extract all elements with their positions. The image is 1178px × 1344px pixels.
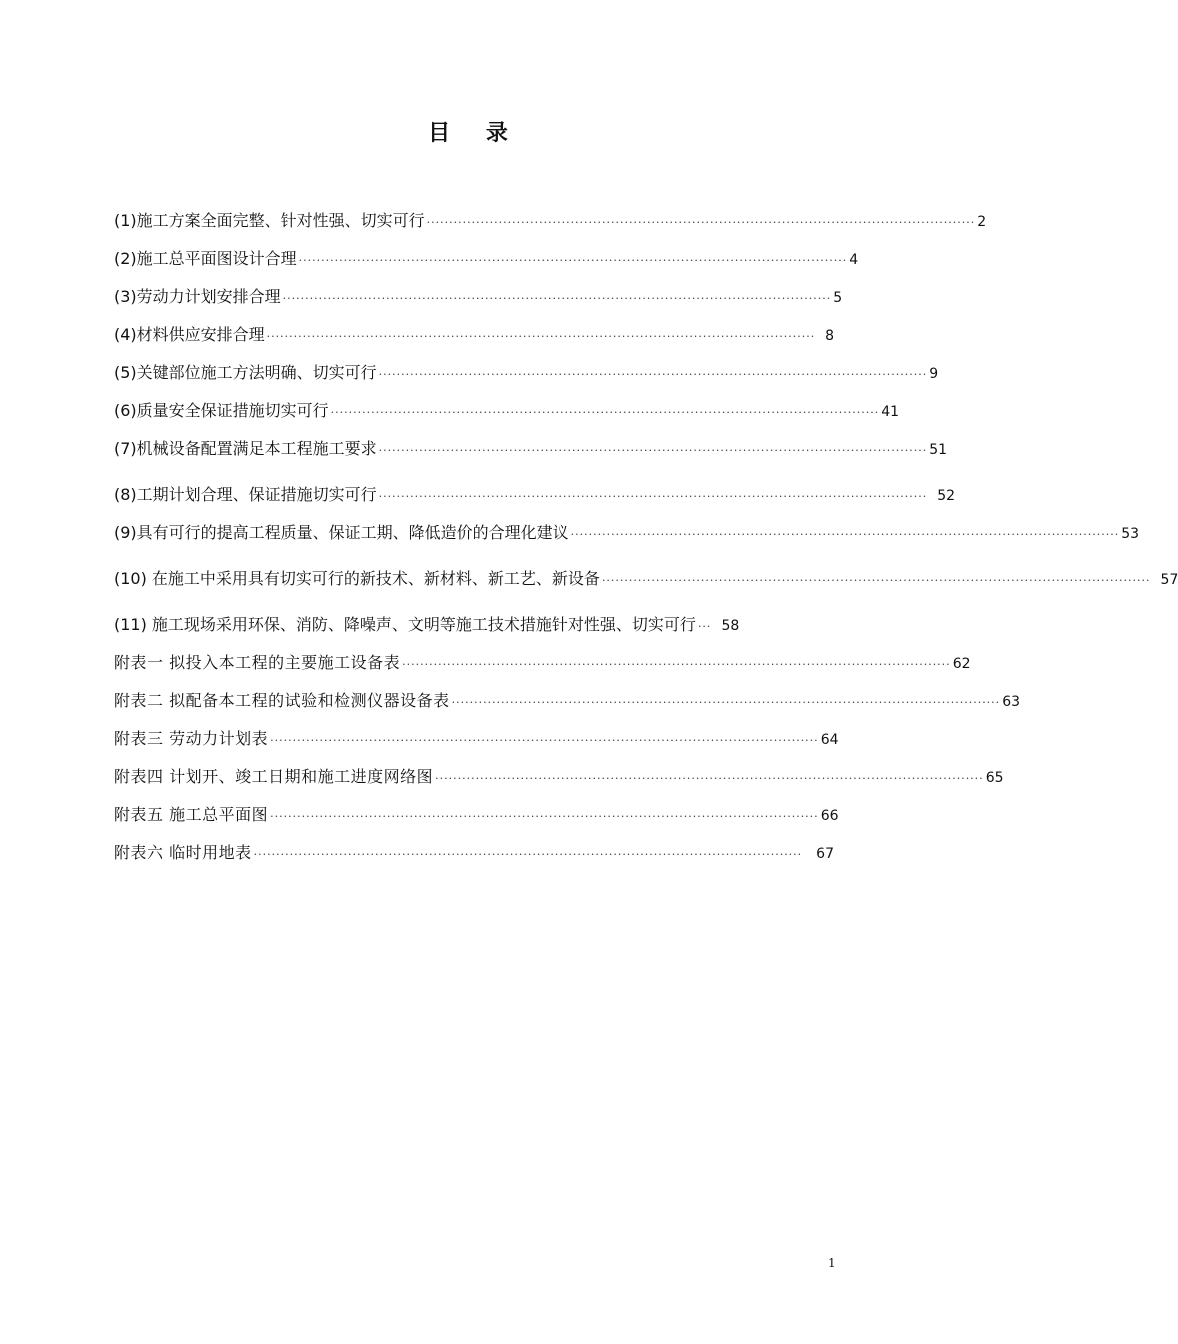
toc-leader: ·························································································································· <box>451 696 1001 709</box>
toc-entry-label: 附表五 施工总平面图 <box>114 805 269 824</box>
toc-leader: ·························································································································· <box>270 810 819 823</box>
toc-leader: ·························································································································· <box>601 574 1151 587</box>
toc-entry-label: (8)工期计划合理、保证措施切实可行 <box>114 485 377 504</box>
toc-leader: ·························································································································· <box>253 848 803 861</box>
toc-entry[interactable] <box>114 438 948 460</box>
toc-entry[interactable] <box>114 766 1004 788</box>
toc-leader: ·························································································································· <box>378 368 928 381</box>
toc-leader: ·························································································································· <box>402 658 951 671</box>
page-number: 1 <box>828 1256 836 1270</box>
toc-entry[interactable] <box>114 522 1140 544</box>
toc-entry-label: (5)关键部位施工方法明确、切实可行 <box>114 363 377 382</box>
toc-entry-label: (11) 施工现场采用环保、消防、降噪声、文明等施工技术措施针对性强、切实可行 <box>114 615 696 634</box>
toc-leader: ··· <box>697 620 712 633</box>
toc-entry-page: 66 <box>820 808 839 824</box>
toc-entry-page: 8 <box>825 328 834 344</box>
toc-entry-page: 4 <box>849 252 859 268</box>
toc-entry[interactable] <box>114 560 1178 592</box>
toc-entry-label: (3)劳动力计划安排合理 <box>114 287 281 306</box>
toc-entry-page: 67 <box>816 846 834 862</box>
toc-entry[interactable] <box>114 690 1021 712</box>
toc-entry-page: 57 <box>1160 572 1178 588</box>
toc-entry-page: 62 <box>952 656 971 672</box>
toc-entry-label: (1)施工方案全面完整、针对性强、切实可行 <box>114 211 425 230</box>
toc-leader: ·························································································································· <box>570 528 1120 541</box>
toc-entry-label: (7)机械设备配置满足本工程施工要求 <box>114 439 377 458</box>
toc-entry[interactable] <box>114 400 900 422</box>
toc-entry[interactable] <box>114 286 843 308</box>
toc-entry[interactable] <box>114 324 834 346</box>
toc-entry[interactable] <box>114 652 971 674</box>
toc-entry-label: (6)质量安全保证措施切实可行 <box>114 401 329 420</box>
toc-entry-page: 58 <box>721 618 740 634</box>
toc-entry-page: 52 <box>937 488 956 504</box>
toc-leader: ·························································································································· <box>282 292 832 305</box>
toc-leader: ·························································································································· <box>378 490 928 503</box>
toc-entry[interactable] <box>114 606 834 638</box>
toc-entry-label: 附表四 计划开、竣工日期和施工进度网络图 <box>114 767 434 786</box>
toc-leader: ·························································································································· <box>266 330 816 343</box>
toc-entry-label: 附表一 拟投入本工程的主要施工设备表 <box>114 653 401 672</box>
toc-entry-page: 64 <box>820 732 839 748</box>
toc-entry-label: (10) 在施工中采用具有切实可行的新技术、新材料、新工艺、新设备 <box>114 569 600 588</box>
toc-entry-page: 5 <box>833 290 843 306</box>
toc-entry[interactable] <box>114 476 956 508</box>
toc-entry-page: 53 <box>1121 526 1140 542</box>
toc-entry-label: (4)材料供应安排合理 <box>114 325 265 344</box>
toc-entry[interactable] <box>114 728 839 750</box>
toc-leader: ·························································································································· <box>330 406 880 419</box>
toc-entry-label: 附表六 临时用地表 <box>114 843 252 862</box>
toc-leader: ·························································································································· <box>378 444 928 457</box>
toc-entry-page: 2 <box>977 214 987 230</box>
toc-entry[interactable] <box>114 362 939 384</box>
toc-entry[interactable] <box>114 248 859 270</box>
toc-entry-page: 41 <box>881 404 900 420</box>
toc-entry-page: 9 <box>929 366 939 382</box>
page-title: 目 录 <box>428 121 522 146</box>
toc-entry-page: 51 <box>929 442 948 458</box>
table-of-contents <box>114 210 1178 880</box>
toc-entry[interactable] <box>114 210 987 232</box>
toc-entry[interactable] <box>114 804 839 826</box>
toc-entry-label: 附表二 拟配备本工程的试验和检测仪器设备表 <box>114 691 450 710</box>
toc-entry-label: (9)具有可行的提高工程质量、保证工期、降低造价的合理化建议 <box>114 523 569 542</box>
toc-leader: ·························································································································· <box>270 734 819 747</box>
toc-entry-page: 65 <box>985 770 1004 786</box>
toc-entry-label: 附表三 劳动力计划表 <box>114 729 269 748</box>
toc-entry[interactable] <box>114 842 834 864</box>
toc-entry-label: (2)施工总平面图设计合理 <box>114 249 297 268</box>
toc-leader: ·························································································································· <box>298 254 848 267</box>
toc-leader: ·························································································································· <box>435 772 984 785</box>
toc-entry-page: 63 <box>1002 694 1021 710</box>
toc-leader: ·························································································································· <box>426 216 976 229</box>
